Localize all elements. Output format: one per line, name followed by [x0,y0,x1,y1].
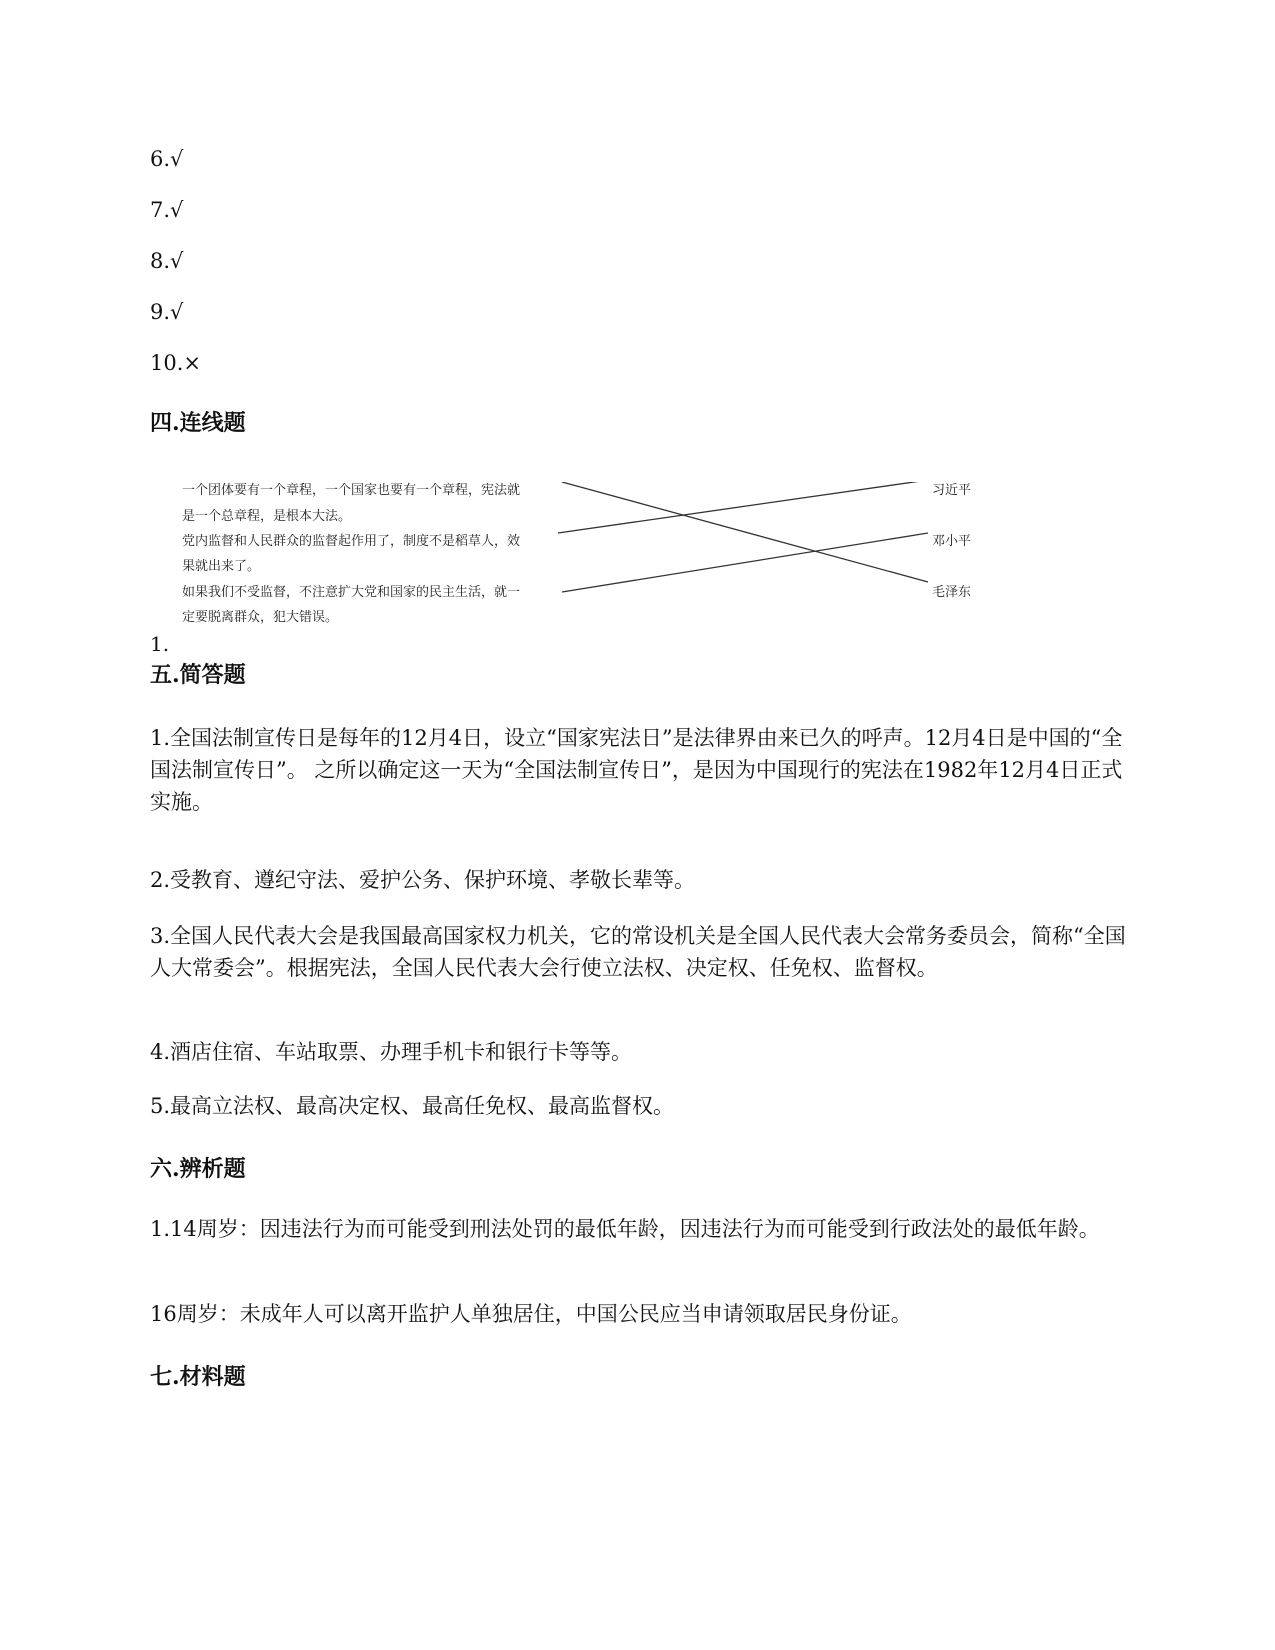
short-answer-1: 1.全国法制宣传日是每年的12月4日，设立“国家宪法日”是法律界由来已久的呼声。12月4日是中国的“全国法制宣传日”。 之所以确定这一天为“全国法制宣传日”，是因为中国现行的宪法在1982年12月4日正式实施。 [150,726,1123,814]
connection-line-1-to-3 [562,482,928,582]
left-item-2-line-1: 党内监督和人民群众的监督起作用了，制度不是稻草人，效 [182,534,521,549]
judgement-answer-7: 7.√ [150,198,184,222]
left-item-2-line-2: 果就出来了。 [182,559,261,574]
left-item-3-line-2: 定要脱离群众，犯大错误。 [182,610,339,625]
short-answer-4: 4.酒店住宿、车站取票、办理手机卡和银行卡等等。 [150,1040,633,1064]
section-title-analysis: 六.辨析题 [150,1156,246,1182]
matching-diagram [170,482,1020,652]
section-title-matching: 四.连线题 [150,410,246,436]
analysis-answer-2: 16周岁：未成年人可以离开监护人单独居住，中国公民应当申请领取居民身份证。 [150,1302,912,1326]
short-answer-2: 2.受教育、遵纪守法、爱护公务、保护环境、孝敬长辈等。 [150,868,696,892]
section-title-short-answer: 五.简答题 [150,662,246,688]
analysis-answer-1: 1.14周岁：因违法行为而可能受到刑法处罚的最低年龄，因违法行为而可能受到行政法处的最低年龄。 [150,1217,1100,1241]
left-item-1-line-2: 是一个总章程，是根本大法。 [182,509,352,524]
connection-line-3-to-2 [562,533,928,592]
right-item-deng-xiaoping: 邓小平 [932,534,972,549]
section-title-material: 七.材料题 [150,1364,246,1390]
judgement-answer-9: 9.√ [150,300,184,324]
right-item-xi-jinping: 习近平 [932,483,972,498]
judgement-answer-10: 10.× [150,351,201,375]
short-answer-3: 3.全国人民代表大会是我国最高国家权力机关，它的常设机关是全国人民代表大会常务委员会，简称“全国人大常委会”。根据宪法，全国人民代表大会行使立法权、决定权、任免权、监督权。 [150,924,1126,980]
connection-line-2-to-1 [558,482,928,533]
left-item-1-line-1: 一个团体要有一个章程，一个国家也要有一个章程，宪法就 [182,483,521,498]
judgement-answer-8: 8.√ [150,249,184,273]
matching-item-number: 1. [150,632,170,656]
judgement-answer-6: 6.√ [150,147,184,171]
right-item-mao-zedong: 毛泽东 [932,585,972,600]
left-item-3-line-1: 如果我们不受监督，不注意扩大党和国家的民主生活，就一 [182,585,521,600]
short-answer-5: 5.最高立法权、最高决定权、最高任免权、最高监督权。 [150,1094,675,1118]
